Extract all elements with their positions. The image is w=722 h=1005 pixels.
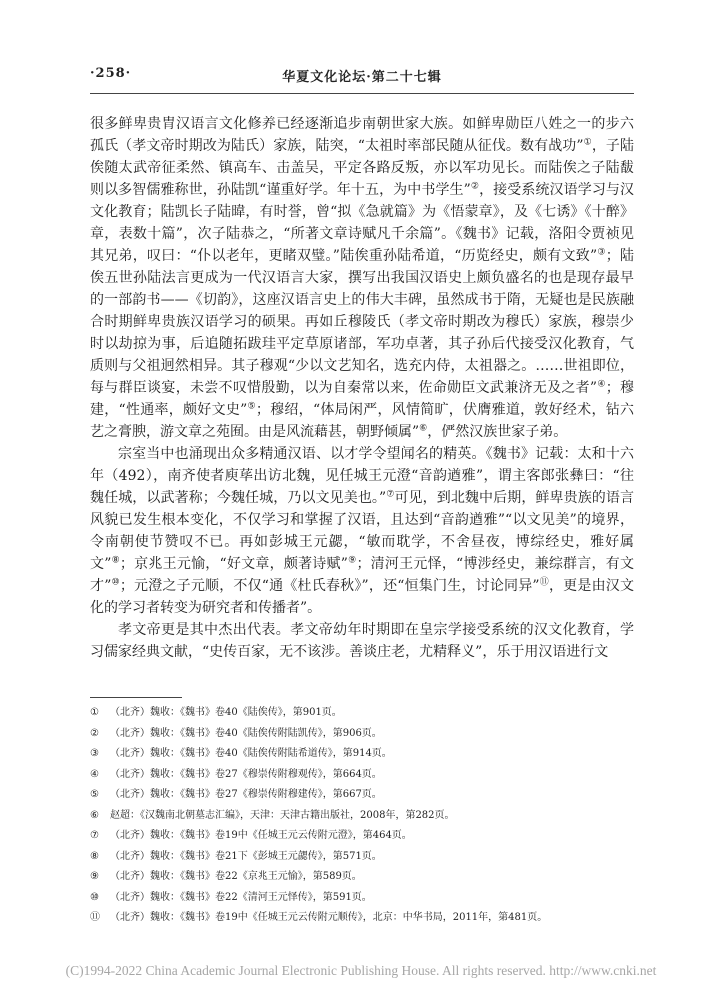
- footnote-number: ⑥: [90, 809, 99, 821]
- footnote-number: ⑧: [90, 850, 99, 862]
- page-number: ·258·: [90, 66, 132, 81]
- footnote-text: 赵超：《汉魏南北朝墓志汇编》，天津：天津古籍出版社，2008年，第282页。: [110, 809, 455, 821]
- footnote-text: （北齐）魏收：《魏书》卷40《陆俟传附陆凯传》，第906页。: [110, 727, 382, 739]
- footnote-reference[interactable]: ④: [597, 379, 606, 390]
- text-segment: ，接受系统汉语学习与汉文化教育；陆凯长子陆暐，有时誉，曾“拟《急就篇》为《悟蒙章》，及《七诱》《十醉》章，表数十篇”，次子陆恭之，“所著文章诗赋凡千余篇”。《魏书》记载，洛阳令贾祯见其兄弟，叹曰：“仆以老年，更睹双璧。”陆俟重孙陆希道，“历览经史，颇有文致”: [90, 182, 634, 264]
- text-segment: 很多鲜卑贵胄汉语言文化修养已经逐渐追步南朝世家大族。如鲜卑勋臣八姓之一的步六孤氏（孝文帝时期改为陆氏）家族，陆突，“太祖时率部民随从征伐。数有战功”: [90, 116, 634, 154]
- footnote-reference[interactable]: ⑦: [386, 489, 395, 500]
- footnote-reference[interactable]: ⑪: [539, 577, 549, 588]
- footnote-number: ①: [90, 707, 99, 718]
- footnote-text: （北齐）魏收：《魏书》卷40《陆俟传》，第901页。: [110, 707, 342, 718]
- footnote-item: [90, 744, 634, 765]
- text-segment: ，俨然汉族世家子弟。: [427, 424, 568, 440]
- footnote-separator: [90, 697, 182, 698]
- footnote-item: [90, 806, 634, 827]
- body-paragraph: [90, 619, 634, 663]
- footnote-text: （北齐）魏收：《魏书》卷22《清河王元怿传》，第591页。: [110, 891, 372, 903]
- text-segment: ；京兆王元愉，“好文章，颇著诗赋”: [119, 556, 348, 572]
- text-segment: ；清河王元怿，“博涉经史，兼综群言，有文才”: [90, 556, 634, 594]
- footnote-number: ③: [90, 748, 99, 759]
- text-segment: 宗室当中也涌现出众多精通汉语、以才学令望闻名的精英。《魏书》记载：太和十六年（492），南齐使者庾荜出访北魏，见任城王元澄“音韵遒雅”，谓主客郎张彝曰：“往魏任城，以武著称；今魏任城，乃以文见美也。”: [90, 446, 634, 506]
- footnote-item: [90, 867, 634, 888]
- footnote-number: ⑩: [90, 891, 99, 903]
- footnote-item: [90, 847, 634, 868]
- text-segment: 可见，到北魏中后期，鲜卑贵族的语言风貌已发生根本变化，不仅学习和掌握了汉语，且达到“音韵遒雅”“以文见美”的境界，令南朝使节赞叹不已。再如彭城王元勰，“敏而耽学，不舍昼夜，博综经史，雅好属文”: [90, 490, 634, 572]
- footnote-item: [90, 908, 634, 929]
- text-segment: 孝文帝更是其中杰出代表。孝文帝幼年时期即在皇宗学接受系统的汉文化教育，学习儒家经典文献，“史传百家，无不该涉。善谈庄老，尤精释义”，乐于用汉语进行文: [90, 622, 634, 660]
- footnote-item: [90, 888, 634, 909]
- text-segment: ；穆绍，“体局闲严，风情简旷，伏膺雅道，敦好经术，钻六艺之膏腴，游文章之苑囿。由是风流藉甚，朝野倾属”: [90, 402, 634, 440]
- footnote-reference[interactable]: ⑥: [419, 423, 428, 434]
- header-rule: [90, 93, 634, 94]
- body-paragraph: [90, 113, 634, 443]
- footnote-reference[interactable]: ⑧: [111, 555, 120, 566]
- copyright-watermark: (C)1994-2022 China Academic Journal Electronic Publishing House. All rights reserved. http://www.cnki.net: [65, 963, 657, 978]
- text-segment: ，子陆俟随太武帝征柔然、镇高车、击盖吴，平定各路反叛，亦以军功见长。而陆俟之子陆馛则以多智儒雅称世，孙陆凯“谨重好学。年十五，为中书学生”: [90, 138, 635, 198]
- footnote-reference[interactable]: ⑩: [111, 577, 120, 588]
- footnote-item: [90, 724, 634, 745]
- footnote-number: ⑨: [90, 871, 99, 882]
- footnote-reference[interactable]: ①: [583, 137, 592, 148]
- running-title: 华夏文化论坛·第二十七辑: [282, 70, 442, 85]
- footnote-list: [90, 703, 634, 929]
- footnote-number: ⑤: [90, 789, 99, 800]
- footnote-reference[interactable]: ③: [597, 247, 606, 258]
- footnote-text: （北齐）魏收：《魏书》卷40《陆俟传附陆希道传》，第914页。: [110, 748, 392, 759]
- footnote-text: （北齐）魏收：《魏书》卷19中《任城王元云传附元澄》，第464页。: [110, 830, 412, 841]
- text-segment: ；穆建，“性通率，颇好文史”: [90, 380, 635, 418]
- footnote-item: [90, 703, 634, 724]
- footnote-item: [90, 826, 634, 847]
- footnote-item: [90, 765, 634, 786]
- article-body: [90, 113, 634, 663]
- body-paragraph: [90, 443, 634, 619]
- footnote-reference[interactable]: ⑤: [247, 401, 256, 412]
- footnote-item: [90, 785, 634, 806]
- footnote-text: （北齐）魏收：《魏书》卷27《穆崇传附穆观传》，第664页。: [110, 768, 382, 780]
- text-segment: ；陆俟五世孙陆法言更成为一代汉语言大家，撰写出我国汉语史上颇负盛名的也是现存最早的一部韵书——《切韵》，这座汉语言史上的伟大丰碑，虽然成书于隋，无疑也是民族融合时期鲜卑贵族汉语学习的硕果。再如丘穆陵氏（孝文帝时期改为穆氏）家族，穆崇少时以劫掠为事，后追随拓跋珪平定草原诸部，军功卓著，其子孙后代接受汉化教育，气质则与父祖迥然相异。其子穆观“少以文艺知名，选充内侍，太祖器之。……世祖即位，每与群臣谈宴，未尝不叹惜殷勤，以为自秦常以来，佐命勋臣文武兼济无及之者”: [90, 248, 634, 396]
- footnote-reference[interactable]: ②: [470, 181, 480, 192]
- footnote-number: ⑦: [90, 830, 99, 841]
- footnote-number: ④: [90, 768, 99, 780]
- page-header: [90, 66, 634, 88]
- footnote-text: （北齐）魏收：《魏书》卷19中《任城王元云传附元顺传》，北京：中华书局，2011年，第481页。: [110, 912, 548, 923]
- footnote-text: （北齐）魏收：《魏书》卷27《穆崇传附穆建传》，第667页。: [110, 789, 382, 800]
- text-segment: ；元澄之子元顺，不仅“通《杜氏春秋》”，还“恒集门生，讨论同异”: [119, 578, 540, 594]
- text-segment: ，更是由汉文化的学习者转变为研究者和传播者”。: [90, 578, 634, 616]
- footnote-number: ②: [90, 727, 99, 739]
- footnote-reference[interactable]: ⑨: [347, 555, 357, 566]
- footnote-text: （北齐）魏收：《魏书》卷22《京兆王元愉》，第589页。: [110, 871, 362, 882]
- footnote-number: ⑪: [90, 912, 100, 923]
- footnote-text: （北齐）魏收：《魏书》卷21下《彭城王元勰传》，第571页。: [110, 850, 382, 862]
